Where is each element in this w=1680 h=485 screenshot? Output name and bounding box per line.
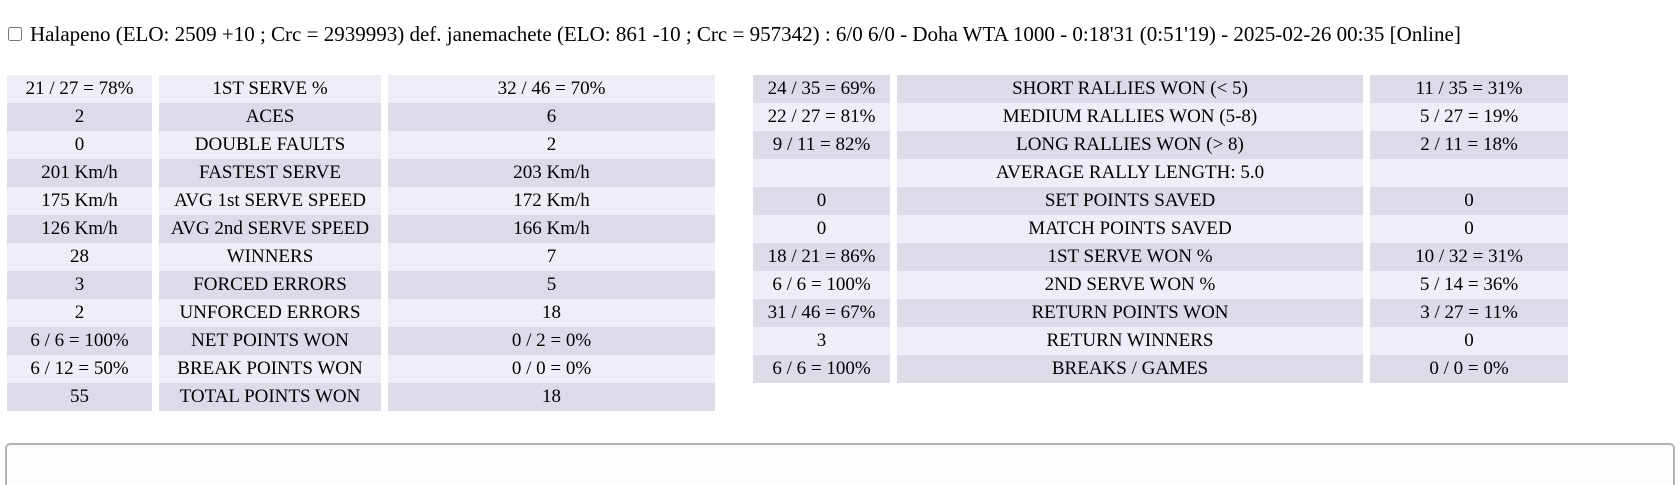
player1-value: 6 / 12 = 50% xyxy=(7,355,152,383)
stats-row xyxy=(7,159,715,187)
stat-label: UNFORCED ERRORS xyxy=(159,299,381,327)
stats-row xyxy=(7,383,715,411)
serve-stats-table xyxy=(0,75,722,411)
player2-value: 0 / 0 = 0% xyxy=(1370,355,1568,383)
next-section-top-border xyxy=(5,443,1675,485)
player1-value xyxy=(753,159,890,187)
stats-row xyxy=(753,215,1568,243)
player1-value: 0 xyxy=(753,215,890,243)
player2-value: 11 / 35 = 31% xyxy=(1370,75,1568,103)
player2-value: 0 / 0 = 0% xyxy=(388,355,715,383)
player2-value: 18 xyxy=(388,299,715,327)
player1-value: 21 / 27 = 78% xyxy=(7,75,152,103)
player1-value: 126 Km/h xyxy=(7,215,152,243)
player2-value: 0 xyxy=(1370,327,1568,355)
player1-value: 28 xyxy=(7,243,152,271)
stat-label: RETURN WINNERS xyxy=(897,327,1363,355)
stat-label: TOTAL POINTS WON xyxy=(159,383,381,411)
match-summary: Halapeno (ELO: 2509 +10 ; Crc = 2939993) def. janemachete (ELO: 861 -10 ; Crc = 957342) : 6/0 6/0 - Doha WTA 1000 - 0:18'31 (0:51'19) - 2025-02-26 00:35 [Online] xyxy=(30,22,1461,46)
player1-value: 2 xyxy=(7,103,152,131)
stats-row xyxy=(753,299,1568,327)
stat-label: SET POINTS SAVED xyxy=(897,187,1363,215)
player2-value: 203 Km/h xyxy=(388,159,715,187)
player1-value: 3 xyxy=(753,327,890,355)
stats-row xyxy=(7,355,715,383)
player2-value: 0 xyxy=(1370,187,1568,215)
player2-value: 18 xyxy=(388,383,715,411)
player2-value: 5 / 14 = 36% xyxy=(1370,271,1568,299)
stats-row xyxy=(753,103,1568,131)
player2-value: 5 xyxy=(388,271,715,299)
player1-value: 175 Km/h xyxy=(7,187,152,215)
player2-value: 0 / 2 = 0% xyxy=(388,327,715,355)
player2-value: 2 / 11 = 18% xyxy=(1370,131,1568,159)
stat-label: ACES xyxy=(159,103,381,131)
player2-value: 172 Km/h xyxy=(388,187,715,215)
stat-label: BREAK POINTS WON xyxy=(159,355,381,383)
stat-label: BREAKS / GAMES xyxy=(897,355,1363,383)
player2-value: 2 xyxy=(388,131,715,159)
player2-value: 166 Km/h xyxy=(388,215,715,243)
stats-row xyxy=(7,215,715,243)
stat-label: LONG RALLIES WON (> 8) xyxy=(897,131,1363,159)
player1-value: 2 xyxy=(7,299,152,327)
stats-row xyxy=(753,75,1568,103)
player1-value: 22 / 27 = 81% xyxy=(753,103,890,131)
stat-label: 1ST SERVE % xyxy=(159,75,381,103)
stats-row xyxy=(753,327,1568,355)
stats-row xyxy=(7,187,715,215)
stat-label: NET POINTS WON xyxy=(159,327,381,355)
stats-row xyxy=(753,243,1568,271)
stat-label: MEDIUM RALLIES WON (5-8) xyxy=(897,103,1363,131)
player1-value: 6 / 6 = 100% xyxy=(753,355,890,383)
stats-row xyxy=(753,355,1568,383)
stat-label: WINNERS xyxy=(159,243,381,271)
player2-value: 10 / 32 = 31% xyxy=(1370,243,1568,271)
stats-row xyxy=(7,299,715,327)
stats-row xyxy=(7,131,715,159)
player1-value: 31 / 46 = 67% xyxy=(753,299,890,327)
player2-value: 5 / 27 = 19% xyxy=(1370,103,1568,131)
player2-value: 3 / 27 = 11% xyxy=(1370,299,1568,327)
player1-value: 6 / 6 = 100% xyxy=(753,271,890,299)
stat-label: DOUBLE FAULTS xyxy=(159,131,381,159)
player1-value: 55 xyxy=(7,383,152,411)
stats-row xyxy=(7,243,715,271)
player1-value: 0 xyxy=(753,187,890,215)
stat-label: FASTEST SERVE xyxy=(159,159,381,187)
player1-value: 0 xyxy=(7,131,152,159)
player2-value: 7 xyxy=(388,243,715,271)
match-header xyxy=(8,22,1461,46)
player1-value: 9 / 11 = 82% xyxy=(753,131,890,159)
player2-value: 32 / 46 = 70% xyxy=(388,75,715,103)
stats-row xyxy=(753,131,1568,159)
player1-value: 201 Km/h xyxy=(7,159,152,187)
player1-value: 6 / 6 = 100% xyxy=(7,327,152,355)
rally-stats-table xyxy=(746,75,1575,383)
stats-row xyxy=(7,75,715,103)
stats-row xyxy=(753,271,1568,299)
stat-label: RETURN POINTS WON xyxy=(897,299,1363,327)
stat-label: SHORT RALLIES WON (< 5) xyxy=(897,75,1363,103)
stats-row xyxy=(7,327,715,355)
player1-value: 24 / 35 = 69% xyxy=(753,75,890,103)
player2-value xyxy=(1370,159,1568,187)
player2-value: 6 xyxy=(388,103,715,131)
player1-value: 18 / 21 = 86% xyxy=(753,243,890,271)
stat-label: MATCH POINTS SAVED xyxy=(897,215,1363,243)
stat-label: AVG 2nd SERVE SPEED xyxy=(159,215,381,243)
stat-label: 1ST SERVE WON % xyxy=(897,243,1363,271)
stat-label: AVERAGE RALLY LENGTH: 5.0 xyxy=(897,159,1363,187)
stats-row xyxy=(7,271,715,299)
stats-row xyxy=(753,159,1568,187)
player1-value: 3 xyxy=(7,271,152,299)
stat-label: FORCED ERRORS xyxy=(159,271,381,299)
match-select-checkbox[interactable] xyxy=(8,27,22,41)
stats-row xyxy=(7,103,715,131)
stats-tables xyxy=(0,75,1575,411)
stats-row xyxy=(753,187,1568,215)
stat-label: 2ND SERVE WON % xyxy=(897,271,1363,299)
stat-label: AVG 1st SERVE SPEED xyxy=(159,187,381,215)
player2-value: 0 xyxy=(1370,215,1568,243)
